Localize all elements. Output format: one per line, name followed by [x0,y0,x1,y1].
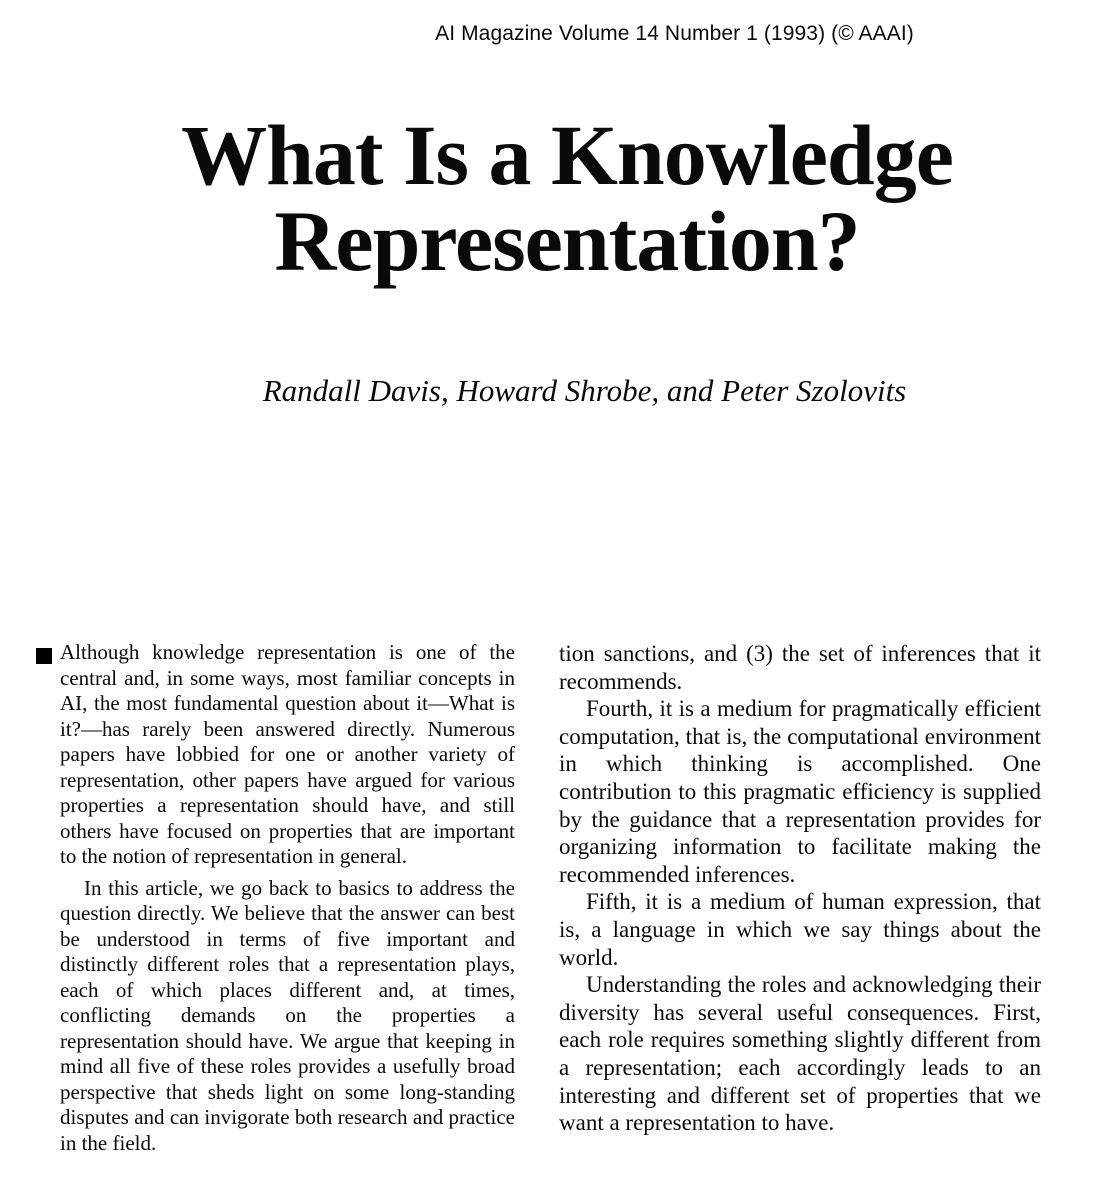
right-column [559,640,1041,1137]
body-paragraph-consequences: Understanding the roles and acknowledging their diversity has several useful consequences. First, each role requires something slightly different from a representation; each accordingly leads to an interesting and different set of properties that we want a representation to have. [559,972,1041,1136]
abstract-paragraph-1 [60,640,515,870]
title-line-1: What Is a Knowledge [181,107,953,203]
body-paragraph-continuation: tion sanctions, and (3) the set of inferences that it recommends. [559,641,1041,694]
author-list: Randall Davis, Howard Shrobe, and Peter Szolovits [262,373,907,408]
title-line-2: Representation? [274,193,860,289]
abstract-text-1: Although knowledge representation is one of the central and, in some ways, most familiar concepts in AI, the most fundamental question about it—What is it?—has rarely been answered directly. Numerous papers have lobbied for one or another variety of representation, other papers have argued for various properties a representation should have, and still others have focused on properties that are important to the notion of representation in general. [60,640,515,868]
abstract-paragraph-2: In this article, we go back to basics to address the question directly. We believe that the answer can best be understood in terms of five important and distinctly different roles that a representation plays, each of which places different and, at times, conflicting demands on the properties a representation should have. We argue that keeping in mind all five of these roles provides a usefully broad perspective that sheds light on some long-standing disputes and can invigorate both research and practice in the field. [60,875,515,1155]
journal-citation: AI Magazine Volume 14 Number 1 (1993) (© AAAI) [435,22,914,45]
body-paragraph-fourth-role: Fourth, it is a medium for pragmatically efficient computation, that is, the computational environment in which thinking is accomplished. One contribution to this pragmatic efficiency is supplied by the guidance that a representation provides for organizing information to facilitate making the recommended inferences. [559,696,1041,887]
body-paragraph-fifth-role: Fifth, it is a medium of human expression, that is, a language in which we say things about the world. [559,889,1041,970]
left-column [60,640,515,1156]
article-title [0,107,1104,289]
square-bullet-icon [36,648,52,664]
